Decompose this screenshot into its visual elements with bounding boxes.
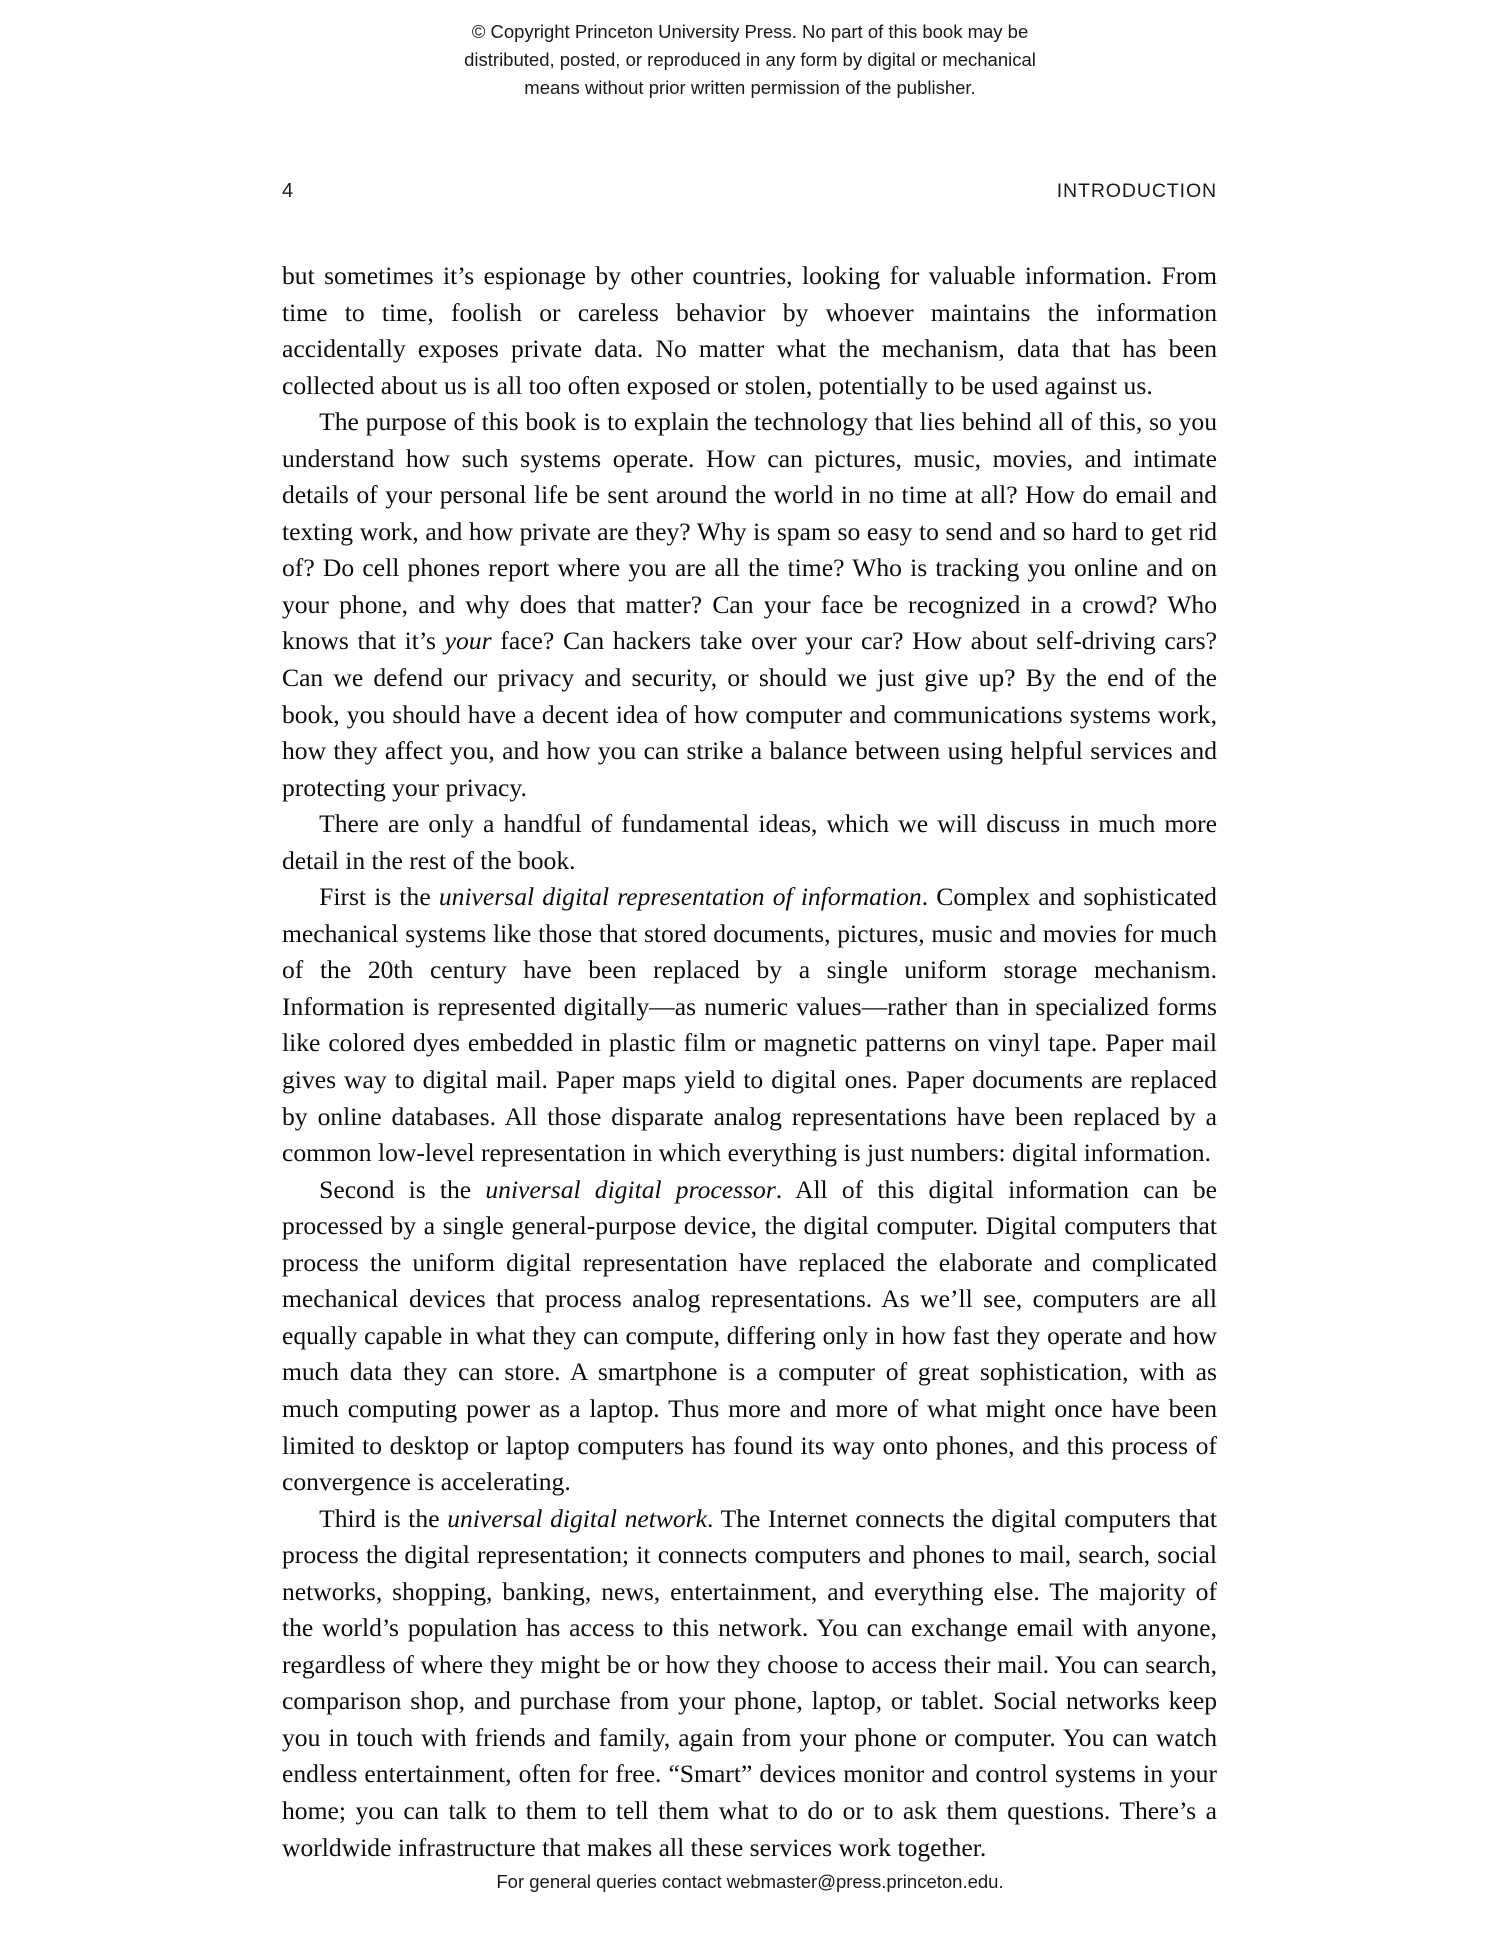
copyright-line-2: distributed, posted, or reproduced in any form by digital or mechanical: [464, 49, 1036, 71]
body-text: [282, 258, 1217, 1866]
body-text-run: There are only a handful of fundamental ideas, which we will discuss in much more detail in the rest of the book.: [282, 809, 1217, 875]
para-first: [282, 879, 1217, 1171]
emphasis-text: your: [444, 626, 492, 656]
body-text-run: . The Internet connects the digital computers that process the digital representation; it connects computers and phones to mail, search, social networks, shopping, banking, news, entertainment, and everything else. The majority of the world’s population has access to this network. You can exchange email with anyone, regardless of where they might be or how they choose to access their mail. You can search, comparison shop, and purchase from your phone, laptop, or tablet. Social networks keep you in touch with friends and family, again from your phone or computer. You can watch endless entertainment, often for free. “Smart” devices monitor and control systems in your home; you can talk to them to tell them what to do or to ask them questions. There’s a worldwide infrastructure that makes all these services work together.: [282, 1503, 1217, 1862]
copyright-line-3: means without prior written permission of the publisher.: [524, 77, 976, 99]
copyright-notice: [0, 18, 1500, 102]
emphasis-text: universal digital network: [447, 1503, 708, 1533]
running-head: [282, 180, 1217, 203]
para-handful: [282, 806, 1217, 879]
para-purpose: [282, 404, 1217, 806]
page-number: 4: [282, 180, 294, 202]
body-text-run: The purpose of this book is to explain the technology that lies behind all of this, so you understand how such systems operate. How can pictures, music, movies, and intimate details of your personal life be sent around the world in no time at all? How do email and texting work, and how private are they? Why is spam so easy to send and so hard to get rid of? Do cell phones report where you are all the time? Who is tracking you online and on your phone, and why does that matter? Can your face be recognized in a crowd? Who knows that it’s: [282, 407, 1217, 656]
body-text-run: Third is the: [319, 1503, 448, 1533]
emphasis-text: universal digital representation of information: [438, 882, 922, 912]
chapter-title: INTRODUCTION: [1056, 180, 1217, 202]
para-espionage: [282, 258, 1217, 404]
body-text-run: face? Can hackers take over your car? How about self-driving cars? Can we defend our privacy and security, or should we just give up? By the end of the book, you should have a decent idea of how computer and communications systems work, how they affect you, and how you can strike a balance between using helpful services and protecting your privacy.: [282, 626, 1217, 802]
copyright-line-1: © Copyright Princeton University Press. No part of this book may be: [471, 21, 1029, 42]
body-text-run: First is the: [319, 882, 439, 912]
body-text-run: . All of this digital information can be processed by a single general-purpose device, the digital computer. Digital computers that process the uniform digital representation have replaced the elaborate and complicated mechanical devices that process analog representations. As we’ll see, computers are all equally capable in what they can compute, differing only in how fast they operate and how much data they can store. A smartphone is a computer of great sophistication, with as much computing power as a laptop. Thus more and more of what might once have been limited to desktop or laptop computers has found its way onto phones, and this process of convergence is accelerating.: [282, 1174, 1217, 1497]
body-text-run: . Complex and sophisticated mechanical systems like those that stored documents, pictures, music and movies for much of the 20th century have been replaced by a single uniform storage mechanism. Information is represented digitally—as numeric values—rather than in specialized forms like colored dyes embedded in plastic film or magnetic patterns on vinyl tape. Paper mail gives way to digital mail. Paper maps yield to digital ones. Paper documents are replaced by online databases. All those disparate analog representations have been replaced by a common low-level representation in which everything is just numbers: digital information.: [282, 882, 1217, 1168]
body-text-run: Second is the: [319, 1174, 486, 1204]
para-second: [282, 1172, 1217, 1501]
footer-contact: For general queries contact webmaster@press.princeton.edu.: [496, 1871, 1004, 1892]
body-text-run: but sometimes it’s espionage by other countries, looking for valuable information. From time to time, foolish or careless behavior by whoever maintains the information accidentally exposes private data. No matter what the mechanism, data that has been collected about us is all too often exposed or stolen, potentially to be used against us.: [282, 261, 1217, 400]
para-third: [282, 1501, 1217, 1866]
emphasis-text: universal digital processor: [485, 1174, 776, 1204]
